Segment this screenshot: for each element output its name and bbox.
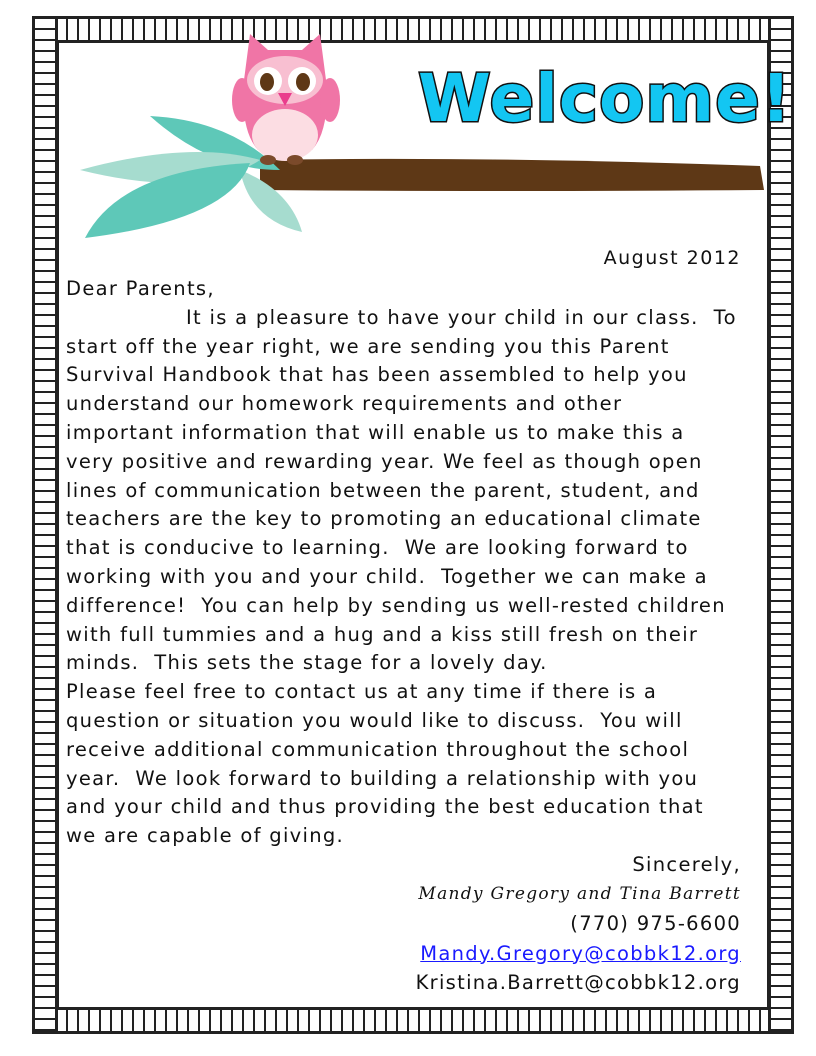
body-line: Survival Handbook that has been assembled to help you [66, 363, 688, 387]
body-line: with full tummies and a hug and a kiss still fresh on their [66, 622, 699, 646]
body-line: Please feel free to contact us at any time if there is a [66, 680, 658, 704]
body-line: we are capable of giving. [66, 824, 345, 848]
welcome-title: Welcome! [418, 60, 792, 137]
body-line: lines of communication between the parent, student, and [66, 478, 700, 502]
body-line: start off the year right, we are sending you this Parent [66, 334, 670, 358]
email-kristina: Kristina.Barrett@cobbk12.org [415, 971, 741, 994]
greeting: Dear Parents, [66, 277, 215, 300]
body-line: difference! You can help by sending us well-rested children [66, 593, 726, 617]
closing: Sincerely, [632, 853, 741, 876]
signature-names: Mandy Gregory and Tina Barrett [418, 883, 741, 904]
body-line: minds. This sets the stage for a lovely day. [66, 651, 548, 675]
letter-date: August 2012 [603, 247, 741, 269]
body-line: It is a pleasure to have your child in our class. To [66, 305, 737, 329]
body-line: working with you and your child. Together we can make a [66, 564, 708, 588]
body-line: question or situation you would like to discuss. You will [66, 708, 683, 732]
body-line: understand our homework requirements and other [66, 392, 623, 416]
body-line: and your child and thus providing the best education that [66, 795, 704, 819]
letter-body [66, 275, 737, 851]
body-line: important information that will enable us to make this a [66, 420, 685, 444]
email-link-mandy[interactable]: Mandy.Gregory@cobbk12.org [420, 941, 741, 965]
body-line: year. We look forward to building a relationship with you [66, 766, 699, 790]
branch [260, 159, 764, 191]
phone-number: (770) 975-6600 [570, 912, 741, 935]
body-line: teachers are the key to promoting an educational climate [66, 507, 702, 531]
body-line: receive additional communication throughout the school [66, 737, 690, 761]
signature-block [416, 850, 741, 998]
body-line: very positive and rewarding year. We feel as though open [66, 449, 703, 473]
body-line: that is conducive to learning. We are looking forward to [66, 536, 689, 560]
